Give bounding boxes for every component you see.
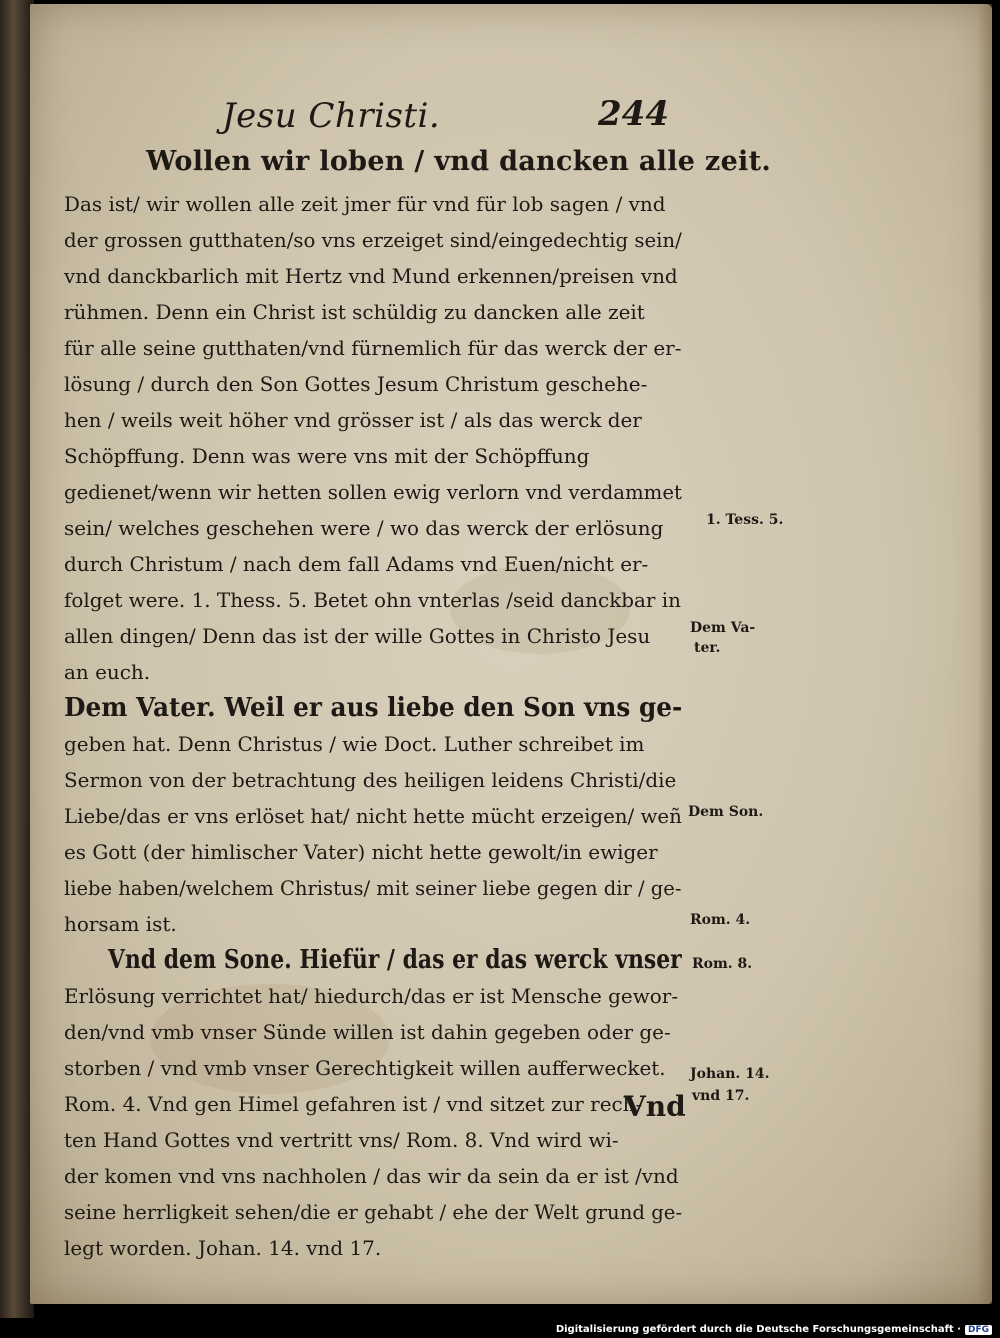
text-line: liebe haben/welchem Christus/ mit seiner liebe gegen dir / ge-	[64, 876, 682, 900]
margin-note-vater-cont: ter.	[694, 640, 721, 656]
text-line: Erlösung verrichtet hat/ hiedurch/das er ist Mensche gewor-	[64, 984, 679, 1008]
section-heading-son: Vnd dem Sone. Hiefür / das er das werck vnser	[107, 945, 682, 975]
text-line: legt worden. Johan. 14. vnd 17.	[64, 1236, 382, 1260]
text-line: Sermon von der betrachtung des heiligen leidens Christi/die	[64, 768, 677, 792]
text-line: Rom. 4. Vnd gen Himel gefahren ist / vnd sitzet zur rech-	[64, 1092, 643, 1116]
text-line: ten Hand Gottes vnd vertritt vns/ Rom. 8. Vnd wird wi-	[64, 1128, 619, 1152]
text-line: Liebe/das er vns erlöset hat/ nicht hette mücht erzeigen/ weñ	[64, 804, 682, 828]
text-line: Das ist/ wir wollen alle zeit jmer für vnd für lob sagen / vnd	[64, 192, 666, 216]
page-edge	[978, 4, 992, 1304]
page-number: 244	[598, 94, 669, 134]
text-line: es Gott (der himlischer Vater) nicht hette gewolt/in ewiger	[64, 840, 658, 864]
text-line: storben / vnd vmb vnser Gerechtigkeit willen aufferwecket.	[64, 1056, 666, 1080]
text-line: den/vnd vmb vnser Sünde willen ist dahin gegeben oder ge-	[64, 1020, 671, 1044]
margin-note-son: Dem Son.	[688, 804, 764, 820]
text-line: folget were. 1. Thess. 5. Betet ohn vnterlas /seid danckbar in	[64, 588, 682, 612]
running-title: Jesu Christi.	[222, 96, 441, 136]
text-line: Schöpffung. Denn was were vns mit der Schöpffung	[64, 444, 590, 468]
margin-note-rom8: Rom. 8.	[692, 956, 753, 972]
margin-note-rom4: Rom. 4.	[690, 912, 751, 928]
catchword: Vnd	[624, 1090, 686, 1123]
dfg-logo: DFG	[965, 1325, 992, 1335]
funding-credit-text: Digitalisierung gefördert durch die Deutsche Forschungsgemeinschaft ·	[555, 1324, 961, 1335]
text-line: allen dingen/ Denn das ist der wille Gottes in Christo Jesu	[64, 624, 651, 648]
margin-note-vater: Dem Va-	[690, 620, 756, 636]
footer-bar	[0, 1318, 1000, 1338]
book-binding-edge	[0, 0, 34, 1318]
text-line: geben hat. Denn Christus / wie Doct. Luther schreibet im	[64, 732, 645, 756]
text-line: der grossen gutthaten/so vns erzeiget sind/eingedechtig sein/	[64, 228, 682, 252]
section-heading-vater: Dem Vater. Weil er aus liebe den Son vns ge-	[64, 693, 683, 723]
text-line: für alle seine gutthaten/vnd fürnemlich für das werck der er-	[64, 336, 682, 360]
margin-note-johan-cont: vnd 17.	[692, 1088, 750, 1104]
text-line: vnd danckbarlich mit Hertz vnd Mund erkennen/preisen vnd	[64, 264, 678, 288]
text-line: gedienet/wenn wir hetten sollen ewig verlorn vnd verdammet	[64, 480, 682, 504]
text-line: horsam ist.	[64, 912, 177, 936]
funding-credit	[556, 1324, 992, 1335]
section-intro: Wollen wir loben / vnd dancken alle zeit.	[146, 146, 772, 177]
text-line: an euch.	[64, 660, 151, 684]
text-line: lösung / durch den Son Gottes Jesum Christum geschehe-	[64, 372, 648, 396]
margin-note-thess: 1. Tess. 5.	[706, 512, 784, 528]
text-line: rühmen. Denn ein Christ ist schüldig zu dancken alle zeit	[64, 300, 645, 324]
text-line: der komen vnd vns nachholen / das wir da sein da er ist /vnd	[64, 1164, 679, 1188]
body-text	[64, 186, 684, 1266]
margin-note-johan: Johan. 14.	[690, 1066, 770, 1082]
text-line: durch Christum / nach dem fall Adams vnd Euen/nicht er-	[64, 552, 649, 576]
text-line: hen / weils weit höher vnd grösser ist / als das werck der	[64, 408, 642, 432]
text-line: seine herrligkeit sehen/die er gehabt / ehe der Welt grund ge-	[64, 1200, 683, 1224]
text-line: sein/ welches geschehen were / wo das werck der erlösung	[64, 516, 664, 540]
